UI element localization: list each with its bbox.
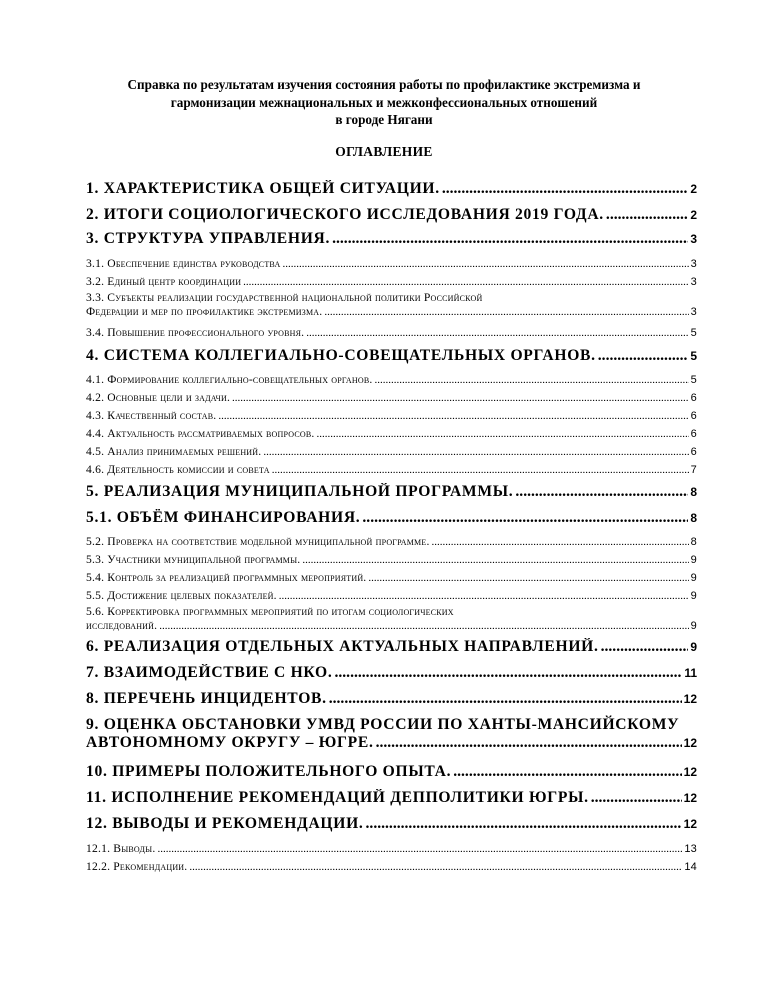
toc-entry-11[interactable] — [86, 789, 697, 807]
toc-entry-text: 5.3. Участники муниципальной программы. — [86, 553, 301, 566]
toc-entry-text: 5.1. ОБЪЁМ ФИНАНСИРОВАНИЯ. — [86, 509, 361, 526]
toc-leader — [243, 276, 689, 288]
toc-entry-text: 4.1. Формирование коллегиально-совещательных органов. — [86, 373, 373, 386]
toc-page-number: 2 — [690, 208, 697, 222]
toc-leader — [453, 763, 681, 781]
toc-page-number: 12 — [683, 765, 697, 779]
toc-entry-text: 5.5. Достижение целевых показателей. — [86, 589, 277, 602]
toc-entry-text: 11. ИСПОЛНЕНИЕ РЕКОМЕНДАЦИЙ ДЕППОЛИТИКИ ЮГРЫ. — [86, 789, 589, 806]
toc-entry-text: 4.5. Анализ принимаемых решений. — [86, 445, 262, 458]
toc-entry-3-2[interactable] — [86, 275, 697, 288]
toc-entry-10[interactable] — [86, 763, 697, 781]
toc-entry-text: АВТОНОМНОМУ ОКРУГУ – ЮГРЕ. — [86, 734, 374, 751]
toc-page-number: 6 — [690, 392, 697, 404]
toc-leader — [218, 410, 688, 422]
toc-entry-text: 8. ПЕРЕЧЕНЬ ИНЦИДЕНТОВ. — [86, 690, 327, 707]
toc-leader — [368, 572, 688, 584]
toc-leader — [334, 664, 682, 682]
toc-page-number: 9 — [690, 640, 697, 654]
toc-page-number: 6 — [690, 410, 697, 422]
title-line-1: Справка по результатам изучения состояния работы по профилактике экстремизма и — [127, 77, 641, 92]
toc-leader — [362, 509, 688, 527]
toc-entry-text: 1. ХАРАКТЕРИСТИКА ОБЩЕЙ СИТУАЦИИ. — [86, 180, 440, 197]
toc-entry-4-6[interactable] — [86, 463, 697, 476]
toc-leader — [157, 843, 682, 855]
toc-entry-4-2[interactable] — [86, 391, 697, 404]
toc-entry-text: 5. РЕАЛИЗАЦИЯ МУНИЦИПАЛЬНОЙ ПРОГРАММЫ. — [86, 483, 514, 500]
toc-entry-text: 7. ВЗАИМОДЕЙСТВИЕ С НКО. — [86, 664, 333, 681]
toc-entry-3-1[interactable] — [86, 257, 697, 270]
toc-entry-text: Федерации и мер по профилактике экстремизма. — [86, 305, 323, 318]
toc-entry-text: 2. ИТОГИ СОЦИОЛОГИЧЕСКОГО ИССЛЕДОВАНИЯ 2019 ГОДА. — [86, 206, 604, 223]
toc-entry-text: 12.2. Рекомендации. — [86, 860, 188, 873]
toc-entry-5-5[interactable] — [86, 589, 697, 602]
toc-leader — [376, 734, 682, 752]
toc-entry-3-4[interactable] — [86, 326, 697, 339]
toc-leader — [316, 428, 688, 440]
toc-page-number: 3 — [690, 306, 697, 318]
toc-page-number: 13 — [684, 843, 697, 855]
toc-entry-4-3[interactable] — [86, 409, 697, 422]
title-line-3: в городе Нягани — [335, 112, 433, 128]
toc-leader — [272, 464, 689, 476]
toc-page-number: 5 — [690, 374, 697, 386]
toc-entry-text: 12.1. Выводы. — [86, 842, 156, 855]
toc-leader — [366, 815, 682, 833]
toc-page-number: 3 — [690, 276, 697, 288]
toc-entry-2[interactable] — [86, 206, 697, 224]
toc-page-number: 14 — [684, 861, 697, 873]
toc-entry-text: 5.2. Проверка на соответствие модельной муниципальной программе. — [86, 535, 430, 548]
toc-leader — [329, 690, 682, 708]
toc-page-number: 12 — [683, 817, 697, 831]
toc-page-number: 9 — [690, 572, 697, 584]
toc-page-number: 12 — [683, 692, 697, 706]
toc-entry-5[interactable] — [86, 483, 697, 501]
toc-entry-text: 4. СИСТЕМА КОЛЛЕГИАЛЬНО-СОВЕЩАТЕЛЬНЫХ ОРГАНОВ. — [86, 347, 596, 364]
toc-entry-text-line1: 5.6. Корректировка программных мероприятий по итогам социологических — [86, 605, 454, 618]
toc-entry-1[interactable] — [86, 180, 697, 198]
toc-page-number: 6 — [690, 428, 697, 440]
toc-page-number: 8 — [690, 536, 697, 548]
toc-entry-4-1[interactable] — [86, 373, 697, 386]
toc-entry-9[interactable] — [86, 716, 697, 752]
toc-entry-12[interactable] — [86, 815, 697, 833]
toc-page-number: 9 — [690, 620, 697, 632]
toc-entry-text: 4.3. Качественный состав. — [86, 409, 217, 422]
toc-entry-text: 5.4. Контроль за реализацией программных мероприятий. — [86, 571, 367, 584]
toc-leader — [282, 258, 688, 270]
toc-entry-text-line1: 3.3. Субъекты реализации государственной национальной политики Российской — [86, 291, 483, 304]
toc-page-number: 8 — [690, 511, 697, 525]
toc-leader — [263, 446, 688, 458]
document-title — [40, 76, 728, 129]
toc-leader — [232, 392, 689, 404]
toc-leader — [306, 327, 688, 339]
toc-page-number: 7 — [690, 464, 697, 476]
toc-page-number: 12 — [683, 791, 697, 805]
toc-entry-12-1[interactable] — [86, 842, 697, 855]
toc-leader — [591, 789, 682, 807]
toc-entry-text: 12. ВЫВОДЫ И РЕКОМЕНДАЦИИ. — [86, 815, 364, 832]
toc-page-number: 11 — [684, 666, 697, 680]
toc-entry-5-6[interactable] — [86, 605, 697, 632]
toc-leader — [432, 536, 689, 548]
toc-entry-6[interactable] — [86, 638, 697, 656]
toc-entry-text: 6. РЕАЛИЗАЦИЯ ОТДЕЛЬНЫХ АКТУАЛЬНЫХ НАПРАВЛЕНИЙ. — [86, 638, 599, 655]
toc-leader — [189, 861, 682, 873]
toc-entry-text: 4.6. Деятельность комиссии и совета — [86, 463, 270, 476]
toc-leader — [515, 483, 688, 501]
toc-entry-12-2[interactable] — [86, 860, 697, 873]
toc-leader — [598, 347, 689, 365]
toc-entry-text: 3.4. Повышение профессионального уровня. — [86, 326, 305, 339]
toc-leader — [324, 306, 688, 318]
toc-entry-text: 10. ПРИМЕРЫ ПОЛОЖИТЕЛЬНОГО ОПЫТА. — [86, 763, 452, 780]
toc-leader — [332, 230, 688, 248]
toc-page-number: 9 — [690, 554, 697, 566]
toc-entry-text: 3.1. Обеспечение единства руководства — [86, 257, 281, 270]
toc-entry-4[interactable] — [86, 347, 697, 365]
toc-page-number: 3 — [690, 258, 697, 270]
toc-leader — [159, 620, 688, 632]
toc-entry-5-4[interactable] — [86, 571, 697, 584]
toc-entry-5-2[interactable] — [86, 535, 697, 548]
toc-page-number: 8 — [690, 485, 697, 499]
toc-leader — [374, 374, 688, 386]
toc-entry-7[interactable] — [86, 664, 697, 682]
toc-entry-text: исследований. — [86, 619, 158, 632]
toc-entry-8[interactable] — [86, 690, 697, 708]
toc-page-number: 2 — [690, 182, 697, 196]
toc-entry-text: 3.2. Единый центр координации — [86, 275, 242, 288]
toc-leader — [279, 590, 689, 602]
toc-entry-4-5[interactable] — [86, 445, 697, 458]
toc-page-number: 6 — [690, 446, 697, 458]
toc-page-number: 5 — [690, 327, 697, 339]
toc-leader — [442, 180, 688, 198]
toc-page-number: 3 — [690, 232, 697, 246]
toc-leader — [601, 638, 689, 656]
toc-entry-text: 4.2. Основные цели и задачи. — [86, 391, 231, 404]
toc-entry-5-3[interactable] — [86, 553, 697, 566]
toc-page-number: 9 — [690, 590, 697, 602]
toc-entry-4-4[interactable] — [86, 427, 697, 440]
toc-entry-text: 3. СТРУКТУРА УПРАВЛЕНИЯ. — [86, 230, 331, 247]
toc-entry-5-1[interactable] — [86, 509, 697, 527]
toc-entry-text-line1: 9. ОЦЕНКА ОБСТАНОВКИ УМВД РОССИИ ПО ХАНТЫ-МАНСИЙСКОМУ — [86, 716, 680, 733]
toc-page-number: 5 — [690, 349, 697, 363]
toc-leader — [302, 554, 688, 566]
toc-entry-text: 4.4. Актуальность рассматриваемых вопросов. — [86, 427, 315, 440]
toc-heading: ОГЛАВЛЕНИЕ — [335, 144, 433, 159]
toc-leader — [606, 206, 688, 224]
toc-page-number: 12 — [683, 736, 697, 750]
toc-entry-3[interactable] — [86, 230, 697, 248]
title-line-2: гармонизации межнациональных и межконфессиональных отношений — [170, 94, 598, 110]
toc-entry-3-3[interactable] — [86, 291, 697, 318]
